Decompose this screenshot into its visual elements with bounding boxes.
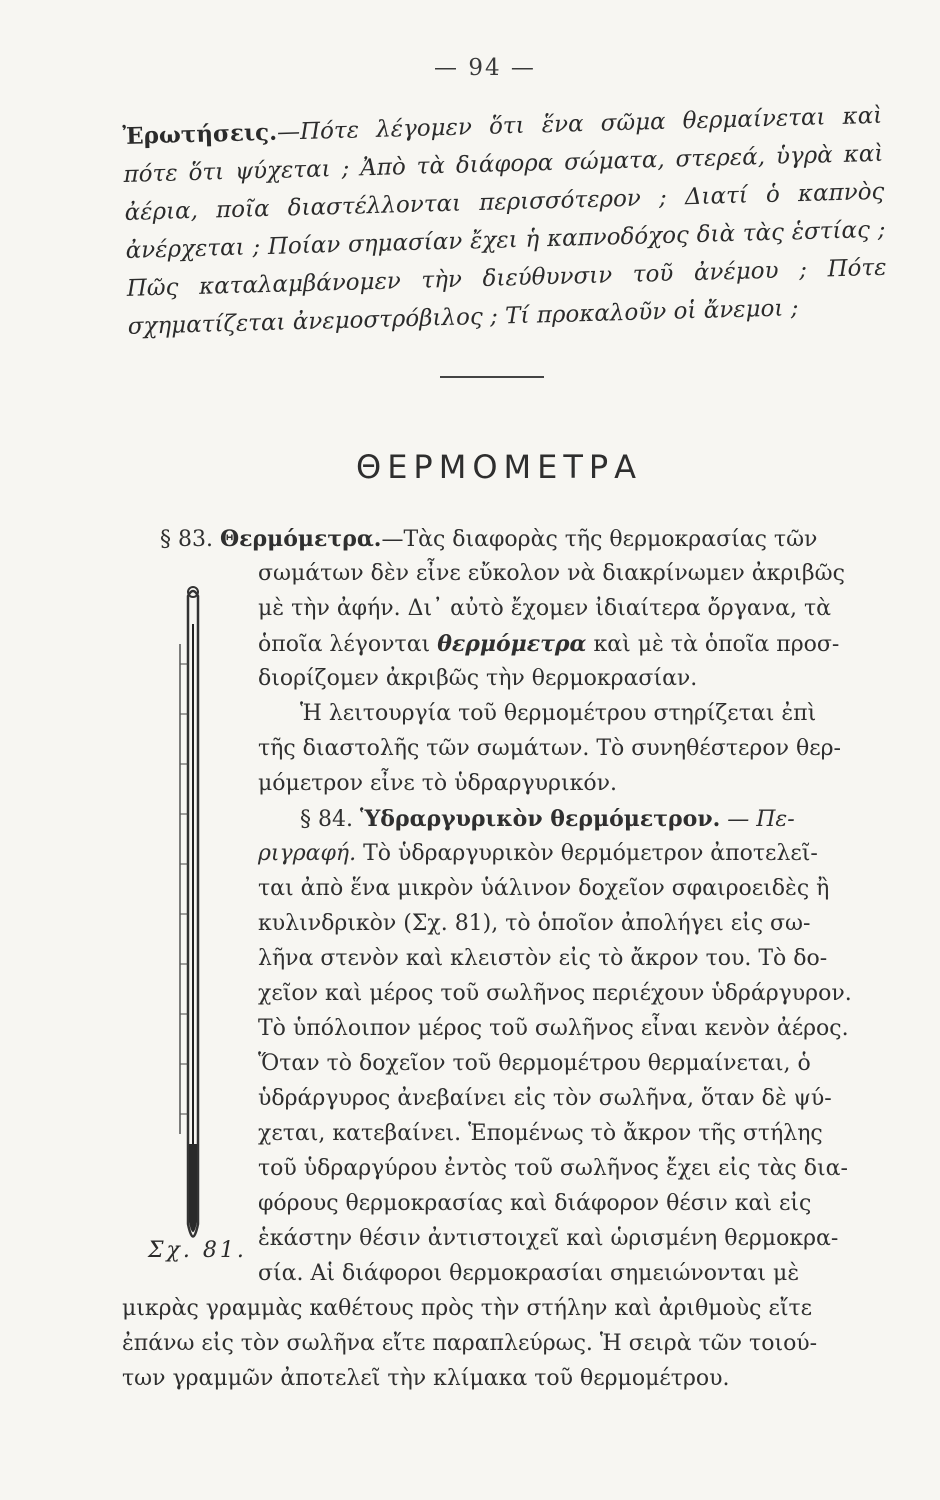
paragraph-line: χεῖον καὶ μέρος τοῦ σωλῆνος περιέχουν ὑδράργυρον. [258, 981, 852, 1006]
paragraph-line [300, 802, 795, 837]
paragraph-line: σία. Αἱ διάφοροι θερμοκρασίαι σημειώνονται μὲ [258, 1261, 800, 1286]
paragraph-line: Ἡ λειτουργία τοῦ θερμομέτρου στηρίζεται ἐπὶ [300, 701, 817, 726]
figure-caption: Σχ. 81. [148, 1238, 247, 1263]
paragraph-line: χεται, κατεβαίνει. Ἑπομένως τὸ ἄκρον τῆς στήλης [258, 1121, 823, 1146]
paragraph-line: μικρὰς γραμμὰς καθέτους πρὸς τὴν στήλην καὶ ἀριθμοὺς εἴτε [122, 1296, 813, 1321]
paragraph-line: τοῦ ὑδραργύρου ἐντὸς τοῦ σωλῆνος ἔχει εἰς τὰς δια- [258, 1156, 848, 1181]
section-dash: — Πε- [727, 807, 795, 832]
section-number: § 84. [300, 807, 353, 832]
paragraph-line: των γραμμῶν ἀποτελεῖ τὴν κλίμακα τοῦ θερμομέτρου. [122, 1366, 730, 1391]
paragraph-line: διορίζομεν ἀκριβῶς τὴν θερμοκρασίαν. [258, 666, 698, 691]
paragraph-line: μὲ τὴν ἀφήν. Δι᾽ αὐτὸ ἔχομεν ἰδιαίτερα ὄργανα, τὰ [258, 596, 831, 621]
paragraph-line-text: —Τὰς διαφορὰς τῆς θερμοκρασίας τῶν [381, 527, 818, 552]
paragraph-line-text: ὁποῖα λέγονται [258, 632, 431, 657]
section-title: ΘΕΡΜΟΜΕΤΡΑ [356, 448, 643, 486]
paragraph-line: κυλινδρικὸν (Σχ. 81), τὸ ὁποῖον ἀπολήγει εἰς σω- [258, 911, 811, 936]
paragraph-line: ἑκάστην θέσιν ἀντιστοιχεῖ καὶ ὡρισμένη θερμοκρα- [258, 1226, 839, 1251]
paragraph-line: λῆνα στενὸν καὶ κλειστὸν εἰς τὸ ἄκρον του. Τὸ δο- [258, 946, 828, 971]
paragraph-line: τῆς διαστολῆς τῶν σωμάτων. Τὸ συνηθέστερον θερ- [258, 736, 841, 761]
paragraph-line [258, 627, 839, 662]
paragraph-line: ὑδράργυρος ἀνεβαίνει εἰς τὸν σωλῆνα, ὅταν δὲ ψύ- [258, 1086, 832, 1111]
review-questions [122, 97, 888, 346]
questions-text: —Πότε λέγομεν ὅτι ἕνα σῶμα θερμαίνεται καὶ πότε ὅτι ψύχεται ; Ἀπὸ τὰ διάφορα σώματα, στερεά, ὑγρὰ καὶ ἀέρια, ποῖα διαστέλλονται περισσότερον ; Διατί ὁ καπνὸς ἀνέρχεται ; Ποίαν σημασίαν ἔχει ἡ καπνοδόχος διὰ τὰς ἑστίας ; Πῶς καταλαμβάνομεν τὴν διεύθυνσιν τοῦ ἀνέμου ; Πότε σχηματίζεται ἀνεμοστρόβιλος ; Τί προκαλοῦν οἱ ἄνεμοι ; [123, 102, 887, 340]
section-heading: Ὑδραργυρικὸν θερμόμετρον. [359, 806, 721, 832]
paragraph-line: ἐπάνω εἰς τὸν σωλῆνα εἴτε παραπλεύρως. Ἡ σειρὰ τῶν τοιού- [122, 1331, 818, 1356]
section-subheading: ριγραφή. [258, 841, 357, 866]
term-highlight: θερμόμετρα [437, 631, 587, 657]
thermometer-figure [168, 584, 218, 1254]
paragraph-line [160, 522, 817, 557]
section-heading: Θερμόμετρα. [219, 526, 382, 552]
paragraph-line: φόρους θερμοκρασίας καὶ διάφορον θέσιν καὶ εἰς [258, 1191, 812, 1216]
paragraph-line-text: Τὸ ὑδραργυρικὸν θερμόμετρον ἀποτελεῖ- [363, 841, 818, 866]
paragraph-line: σωμάτων δὲν εἶνε εὔκολον νὰ διακρίνωμεν ἀκριβῶς [258, 561, 845, 586]
paragraph-line: ται ἀπὸ ἕνα μικρὸν ὑάλινον δοχεῖον σφαιροειδὲς ἢ [258, 876, 830, 901]
paragraph-line: μόμετρον εἶνε τὸ ὑδραργυρικόν. [258, 771, 617, 796]
paragraph-line [258, 837, 818, 871]
page-number: — 94 — [434, 55, 536, 81]
section-divider [440, 376, 544, 378]
paragraph-line-text: καὶ μὲ τὰ ὁποῖα προσ- [593, 632, 840, 657]
questions-heading: Ἐρωτήσεις. [122, 118, 278, 150]
paragraph-line: Τὸ ὑπόλοιπον μέρος τοῦ σωλῆνος εἶναι κενὸν ἀέρος. [258, 1016, 849, 1041]
paragraph-line: Ὅταν τὸ δοχεῖον τοῦ θερμομέτρου θερμαίνεται, ὁ [258, 1051, 811, 1076]
section-number: § 83. [160, 527, 213, 552]
